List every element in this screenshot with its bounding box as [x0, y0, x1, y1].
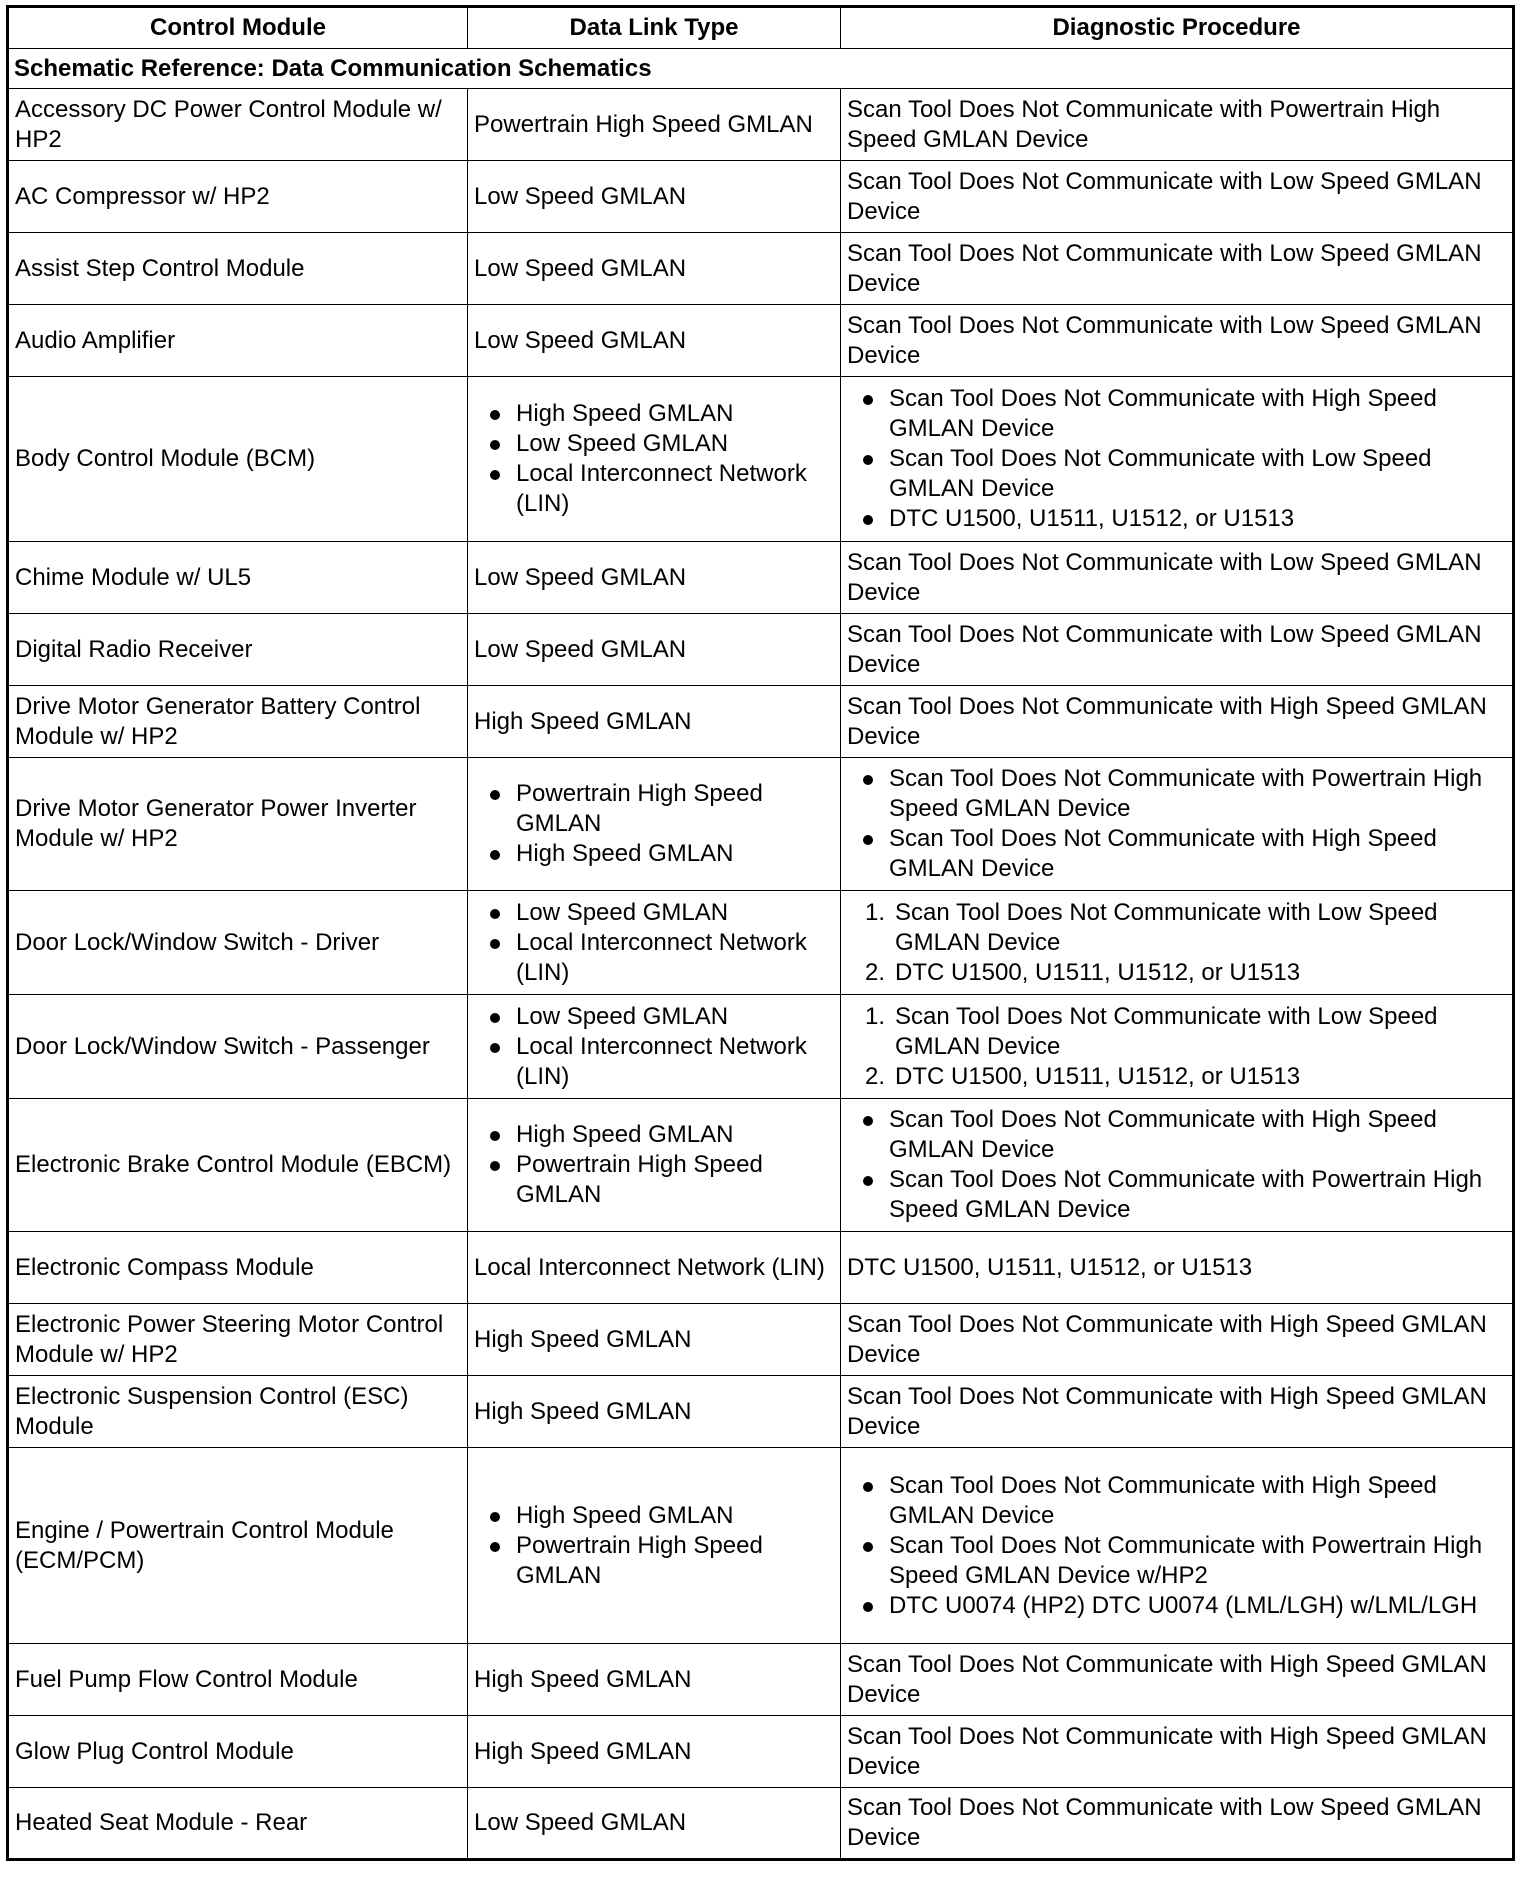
table-row: [8, 89, 1514, 161]
data-link-type-cell: Low Speed GMLAN: [468, 542, 841, 614]
list-item-text: Local Interconnect Network (LIN): [516, 928, 807, 986]
control-module-cell: AC Compressor w/ HP2: [8, 161, 468, 233]
data-link-list: [474, 1501, 834, 1591]
table-row: [8, 1644, 1514, 1716]
procedure-list: [847, 898, 1506, 988]
data-link-type-cell: Low Speed GMLAN: [468, 305, 841, 377]
data-link-type-cell: High Speed GMLAN: [468, 1644, 841, 1716]
list-item-text: Scan Tool Does Not Communicate with Powertrain High Speed GMLAN Device w/HP2: [889, 1531, 1483, 1589]
control-module-cell: Fuel Pump Flow Control Module: [8, 1644, 468, 1716]
data-link-list: [474, 1002, 834, 1092]
control-module-cell: Heated Seat Module - Rear: [8, 1788, 468, 1860]
diagnostic-procedure-cell: Scan Tool Does Not Communicate with Low Speed GMLAN Device: [841, 161, 1514, 233]
data-link-type-cell: Low Speed GMLAN: [468, 1788, 841, 1860]
table-row: [8, 377, 1514, 542]
list-item-text: Scan Tool Does Not Communicate with High Speed GMLAN Device: [889, 1471, 1437, 1529]
list-item-text: Scan Tool Does Not Communicate with High Speed GMLAN Device: [889, 1106, 1437, 1163]
diagnostic-procedure-cell: [841, 1099, 1514, 1232]
table-header-row: [8, 7, 1514, 49]
control-module-cell: Glow Plug Control Module: [8, 1716, 468, 1788]
diagnostic-procedure-cell: [841, 758, 1514, 891]
table-row: [8, 305, 1514, 377]
data-link-type-cell: Powertrain High Speed GMLAN: [468, 89, 841, 161]
list-item-text: Low Speed GMLAN: [516, 430, 729, 457]
list-item: [847, 1165, 1506, 1225]
table-row: [8, 542, 1514, 614]
list-item-text: Powertrain High Speed GMLAN: [516, 780, 763, 837]
list-item: [474, 779, 834, 839]
control-module-cell: Audio Amplifier: [8, 305, 468, 377]
data-link-type-cell: [468, 891, 841, 995]
list-item: [474, 399, 834, 429]
data-link-type-cell: Low Speed GMLAN: [468, 161, 841, 233]
list-item-text: High Speed GMLAN: [516, 1501, 734, 1529]
table-row: [8, 1788, 1514, 1860]
list-item: [847, 824, 1506, 884]
list-item-text: Scan Tool Does Not Communicate with Powertrain High Speed GMLAN Device: [889, 765, 1483, 822]
table-row: [8, 686, 1514, 758]
list-item-text: Low Speed GMLAN: [516, 1002, 729, 1030]
table-row: [8, 1099, 1514, 1232]
data-link-list: [474, 399, 834, 519]
control-module-cell: Electronic Brake Control Module (EBCM): [8, 1099, 468, 1232]
list-item: [847, 504, 1506, 534]
list-item-text: Local Interconnect Network (LIN): [516, 1032, 807, 1090]
list-item: [474, 898, 834, 928]
list-item: [847, 384, 1506, 444]
data-link-list: [474, 898, 834, 988]
list-item-text: Scan Tool Does Not Communicate with Low Speed GMLAN Device: [889, 445, 1432, 502]
diagnostic-procedure-cell: Scan Tool Does Not Communicate with Low Speed GMLAN Device: [841, 305, 1514, 377]
data-link-type-cell: Low Speed GMLAN: [468, 614, 841, 686]
control-module-table: [6, 5, 1515, 1861]
control-module-cell: Drive Motor Generator Power Inverter Module w/ HP2: [8, 758, 468, 891]
diagnostic-procedure-cell: Scan Tool Does Not Communicate with Low Speed GMLAN Device: [841, 233, 1514, 305]
control-module-cell: Door Lock/Window Switch - Driver: [8, 891, 468, 995]
data-link-type-cell: [468, 377, 841, 542]
table-row: [8, 1232, 1514, 1304]
data-link-type-cell: [468, 758, 841, 891]
data-link-type-cell: High Speed GMLAN: [468, 1716, 841, 1788]
list-item: [847, 958, 1506, 988]
list-item: [474, 1002, 834, 1032]
list-item-text: Powertrain High Speed GMLAN: [516, 1151, 763, 1208]
list-item-text: DTC U0074 (HP2) DTC U0074 (LML/LGH) w/LML/LGH: [889, 1591, 1478, 1619]
diagnostic-procedure-cell: [841, 377, 1514, 542]
diagnostic-procedure-cell: Scan Tool Does Not Communicate with Low Speed GMLAN Device: [841, 1788, 1514, 1860]
list-item: [474, 1501, 834, 1531]
header-data-link-type: Data Link Type: [468, 7, 841, 49]
list-item-text: DTC U1500, U1511, U1512, or U1513: [895, 1062, 1301, 1090]
list-item: [847, 1105, 1506, 1165]
list-item-text: Powertrain High Speed GMLAN: [516, 1531, 763, 1589]
table-row: [8, 1448, 1514, 1644]
data-link-type-cell: High Speed GMLAN: [468, 1304, 841, 1376]
list-number: 2.: [865, 1062, 886, 1090]
list-item: [847, 444, 1506, 504]
diagnostic-procedure-cell: Scan Tool Does Not Communicate with Powertrain High Speed GMLAN Device: [841, 89, 1514, 161]
diagnostic-procedure-cell: Scan Tool Does Not Communicate with High Speed GMLAN Device: [841, 1716, 1514, 1788]
list-item-text: Scan Tool Does Not Communicate with Powertrain High Speed GMLAN Device: [889, 1166, 1483, 1223]
list-item-text: Scan Tool Does Not Communicate with Low Speed GMLAN Device: [895, 898, 1438, 956]
control-module-cell: Digital Radio Receiver: [8, 614, 468, 686]
control-module-cell: Body Control Module (BCM): [8, 377, 468, 542]
control-module-cell: Assist Step Control Module: [8, 233, 468, 305]
control-module-cell: Drive Motor Generator Battery Control Module w/ HP2: [8, 686, 468, 758]
list-item-text: High Speed GMLAN: [516, 1121, 734, 1148]
data-link-type-cell: [468, 995, 841, 1099]
diagnostic-procedure-cell: [841, 891, 1514, 995]
diagnostic-procedure-cell: Scan Tool Does Not Communicate with High Speed GMLAN Device: [841, 1376, 1514, 1448]
list-number: 2.: [865, 958, 886, 986]
list-item: [847, 1531, 1506, 1591]
data-link-type-cell: [468, 1448, 841, 1644]
schematic-reference-row: [8, 49, 1514, 89]
diagnostic-procedure-cell: Scan Tool Does Not Communicate with High Speed GMLAN Device: [841, 1304, 1514, 1376]
list-item-text: Scan Tool Does Not Communicate with High Speed GMLAN Device: [889, 825, 1437, 882]
list-item: [847, 1062, 1506, 1092]
diagnostic-procedure-cell: Scan Tool Does Not Communicate with High Speed GMLAN Device: [841, 686, 1514, 758]
control-module-cell: Engine / Powertrain Control Module (ECM/PCM): [8, 1448, 468, 1644]
table-row: [8, 161, 1514, 233]
control-module-cell: Electronic Compass Module: [8, 1232, 468, 1304]
header-control-module: Control Module: [8, 7, 468, 49]
list-item: [847, 898, 1506, 958]
list-item: [847, 764, 1506, 824]
list-number: 1.: [865, 1002, 886, 1030]
list-item-text: Scan Tool Does Not Communicate with High Speed GMLAN Device: [889, 385, 1437, 442]
list-item-text: DTC U1500, U1511, U1512, or U1513: [895, 958, 1301, 986]
diagnostic-procedure-cell: Scan Tool Does Not Communicate with Low Speed GMLAN Device: [841, 614, 1514, 686]
control-module-cell: Electronic Suspension Control (ESC) Module: [8, 1376, 468, 1448]
schematic-reference: Schematic Reference: Data Communication Schematics: [8, 49, 1514, 89]
control-module-cell: Accessory DC Power Control Module w/ HP2: [8, 89, 468, 161]
table-row: [8, 1376, 1514, 1448]
data-link-type-cell: High Speed GMLAN: [468, 686, 841, 758]
control-module-cell: Electronic Power Steering Motor Control Module w/ HP2: [8, 1304, 468, 1376]
table-row: [8, 891, 1514, 995]
list-item: [474, 459, 834, 519]
diagnostic-procedure-cell: [841, 1448, 1514, 1644]
procedure-list: [847, 384, 1506, 534]
data-link-type-cell: High Speed GMLAN: [468, 1376, 841, 1448]
list-item: [474, 928, 834, 988]
diagnostic-procedure-cell: Scan Tool Does Not Communicate with High Speed GMLAN Device: [841, 1644, 1514, 1716]
list-item: [847, 1002, 1506, 1062]
list-item-text: High Speed GMLAN: [516, 400, 734, 427]
procedure-list: [847, 1471, 1506, 1621]
diagnostic-procedure-cell: DTC U1500, U1511, U1512, or U1513: [841, 1232, 1514, 1304]
procedure-list: [847, 1105, 1506, 1225]
list-item: [474, 1531, 834, 1591]
list-item: [474, 839, 834, 869]
table-row: [8, 1304, 1514, 1376]
procedure-list: [847, 1002, 1506, 1092]
data-link-list: [474, 1120, 834, 1210]
data-link-type-cell: Low Speed GMLAN: [468, 233, 841, 305]
list-item-text: Scan Tool Does Not Communicate with Low Speed GMLAN Device: [895, 1002, 1438, 1060]
diagnostic-procedure-cell: Scan Tool Does Not Communicate with Low Speed GMLAN Device: [841, 542, 1514, 614]
list-item: [474, 1150, 834, 1210]
data-link-list: [474, 779, 834, 869]
list-number: 1.: [865, 898, 886, 926]
list-item: [847, 1471, 1506, 1531]
procedure-list: [847, 764, 1506, 884]
data-link-type-cell: Local Interconnect Network (LIN): [468, 1232, 841, 1304]
data-link-type-cell: [468, 1099, 841, 1232]
control-module-cell: Door Lock/Window Switch - Passenger: [8, 995, 468, 1099]
table-row: [8, 614, 1514, 686]
control-module-cell: Chime Module w/ UL5: [8, 542, 468, 614]
list-item-text: DTC U1500, U1511, U1512, or U1513: [889, 505, 1295, 532]
table-row: [8, 995, 1514, 1099]
list-item: [474, 429, 834, 459]
list-item-text: High Speed GMLAN: [516, 840, 734, 867]
list-item-text: Local Interconnect Network (LIN): [516, 460, 807, 517]
table-row: [8, 1716, 1514, 1788]
list-item: [474, 1032, 834, 1092]
list-item: [474, 1120, 834, 1150]
list-item-text: Low Speed GMLAN: [516, 898, 729, 926]
list-item: [847, 1591, 1506, 1621]
header-diagnostic-procedure: Diagnostic Procedure: [841, 7, 1514, 49]
table-row: [8, 233, 1514, 305]
table-row: [8, 758, 1514, 891]
diagnostic-procedure-cell: [841, 995, 1514, 1099]
